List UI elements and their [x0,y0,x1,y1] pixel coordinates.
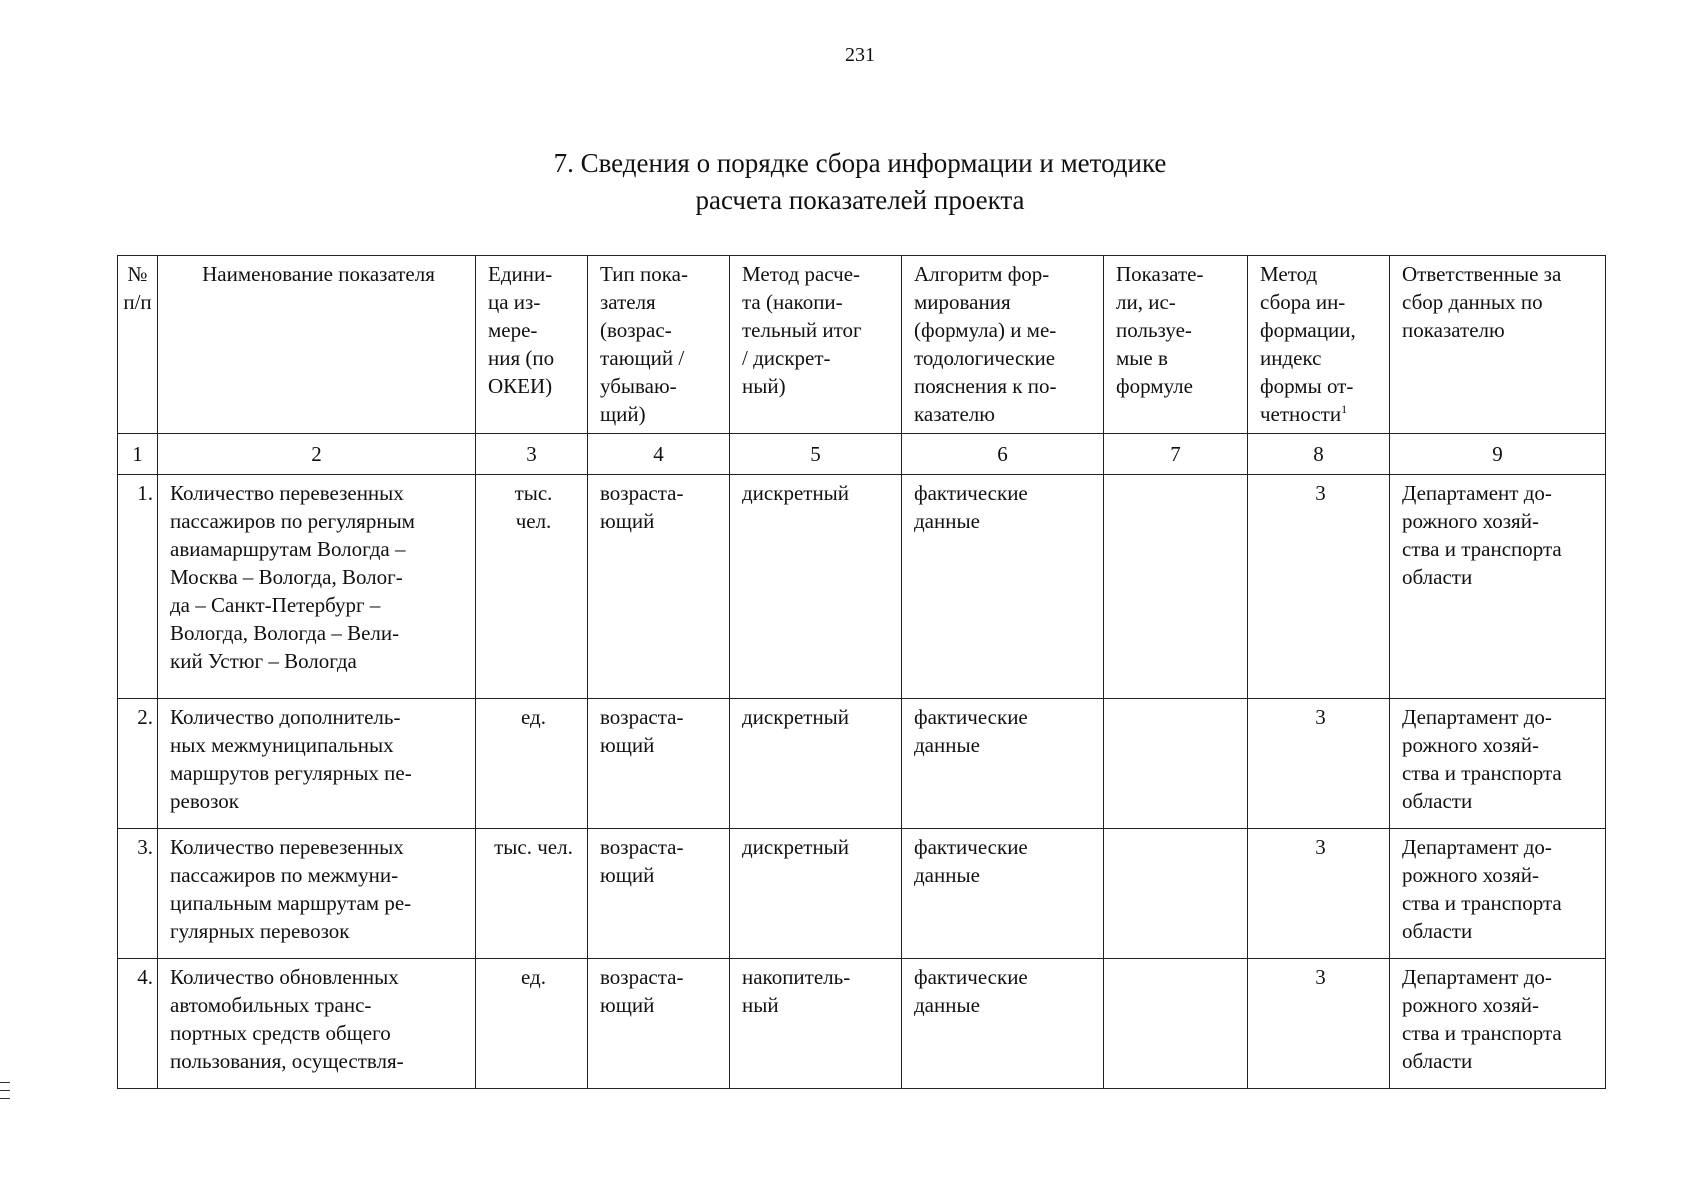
header-cell-indicators: Показате- ли, ис- пользуе- мые в формуле [1104,256,1248,434]
indicator-name: Количество перевезенных пассажиров по регулярным авиамаршрутам Вологда – Москва – Вологда, Волог- да – Санкт-Петербург – Вологда, Вологда – Вели- кий Устюг – Вологда [158,475,476,699]
algorithm-cell: фактические данные [902,959,1104,1089]
binding-margin-mark [0,1090,10,1091]
type-cell: возраста- ющий [588,475,730,699]
document-title [0,145,1697,219]
header-cell-method: Метод расче- та (накопи- тельный итог / дискрет- ный) [730,256,902,434]
algorithm-cell: фактические данные [902,475,1104,699]
collection-cell: 3 [1248,959,1390,1089]
page-number: 231 [845,44,875,66]
responsible-cell: Департамент до- рожного хозяй- ства и транспорта области [1390,699,1606,829]
indicators-cell [1104,829,1248,959]
row-number: 1. [118,475,158,699]
footnote-mark: 1 [1341,402,1348,416]
indicators-cell [1104,475,1248,699]
method-cell: накопитель- ный [730,959,902,1089]
indicators-table [117,255,1606,1089]
header-cell-collection [1248,256,1390,434]
collection-cell: 3 [1248,699,1390,829]
method-cell: дискретный [730,475,902,699]
table-row [118,959,1606,1089]
column-number-cell: 4 [588,434,730,475]
table-row [118,829,1606,959]
unit-cell: тыс. чел. [476,829,588,959]
column-number-cell: 3 [476,434,588,475]
table-row [118,475,1606,699]
header-cell-name: Наименование показателя [158,256,476,434]
responsible-cell: Департамент до- рожного хозяй- ства и транспорта области [1390,475,1606,699]
column-number-cell: 1 [118,434,158,475]
header-cell-responsible: Ответственные за сбор данных по показателю [1390,256,1606,434]
unit-cell: ед. [476,699,588,829]
column-number-cell: 6 [902,434,1104,475]
collection-cell: 3 [1248,475,1390,699]
type-cell: возраста- ющий [588,829,730,959]
algorithm-cell: фактические данные [902,829,1104,959]
table-row [118,699,1606,829]
column-number-row [118,434,1606,475]
header-cell-type: Тип пока- зателя (возрас- тающий / убываю- щий) [588,256,730,434]
column-number-cell: 7 [1104,434,1248,475]
header-cell-number: № п/п [118,256,158,434]
column-number-cell: 2 [158,434,476,475]
row-number: 3. [118,829,158,959]
unit-cell: ед. [476,959,588,1089]
type-cell: возраста- ющий [588,699,730,829]
header-cell-algorithm: Алгоритм фор- мирования (формула) и ме- тодологические пояснения к по- казателю [902,256,1104,434]
binding-margin-mark [0,1098,10,1099]
type-cell: возраста- ющий [588,959,730,1089]
responsible-cell: Департамент до- рожного хозяй- ства и транспорта области [1390,959,1606,1089]
indicators-cell [1104,959,1248,1089]
responsible-cell: Департамент до- рожного хозяй- ства и транспорта области [1390,829,1606,959]
unit-cell: тыс. чел. [476,475,588,699]
indicator-name: Количество обновленных автомобильных транс- портных средств общего пользования, осуществля- [158,959,476,1089]
column-number-cell: 9 [1390,434,1606,475]
method-cell: дискретный [730,829,902,959]
method-cell: дискретный [730,699,902,829]
table-header-row [118,256,1606,434]
collection-cell: 3 [1248,829,1390,959]
binding-margin-mark [0,1082,10,1083]
algorithm-cell: фактические данные [902,699,1104,829]
row-number: 2. [118,699,158,829]
indicator-name: Количество перевезенных пассажиров по межмуни- ципальным маршрутам ре- гулярных перевозок [158,829,476,959]
indicator-name: Количество дополнитель- ных межмуниципальных маршрутов регулярных пе- ревозок [158,699,476,829]
column-number-cell: 5 [730,434,902,475]
column-number-cell: 8 [1248,434,1390,475]
title-line-2: расчета показателей проекта [695,185,1025,215]
title-line-1: 7. Сведения о порядке сбора информации и методике [553,148,1167,178]
header-cell-unit: Едини- ца из- мере- ния (по ОКЕИ) [476,256,588,434]
row-number: 4. [118,959,158,1089]
indicators-cell [1104,699,1248,829]
header-collection-text: Метод сбора ин- формации, индекс формы от- четности [1260,262,1356,426]
